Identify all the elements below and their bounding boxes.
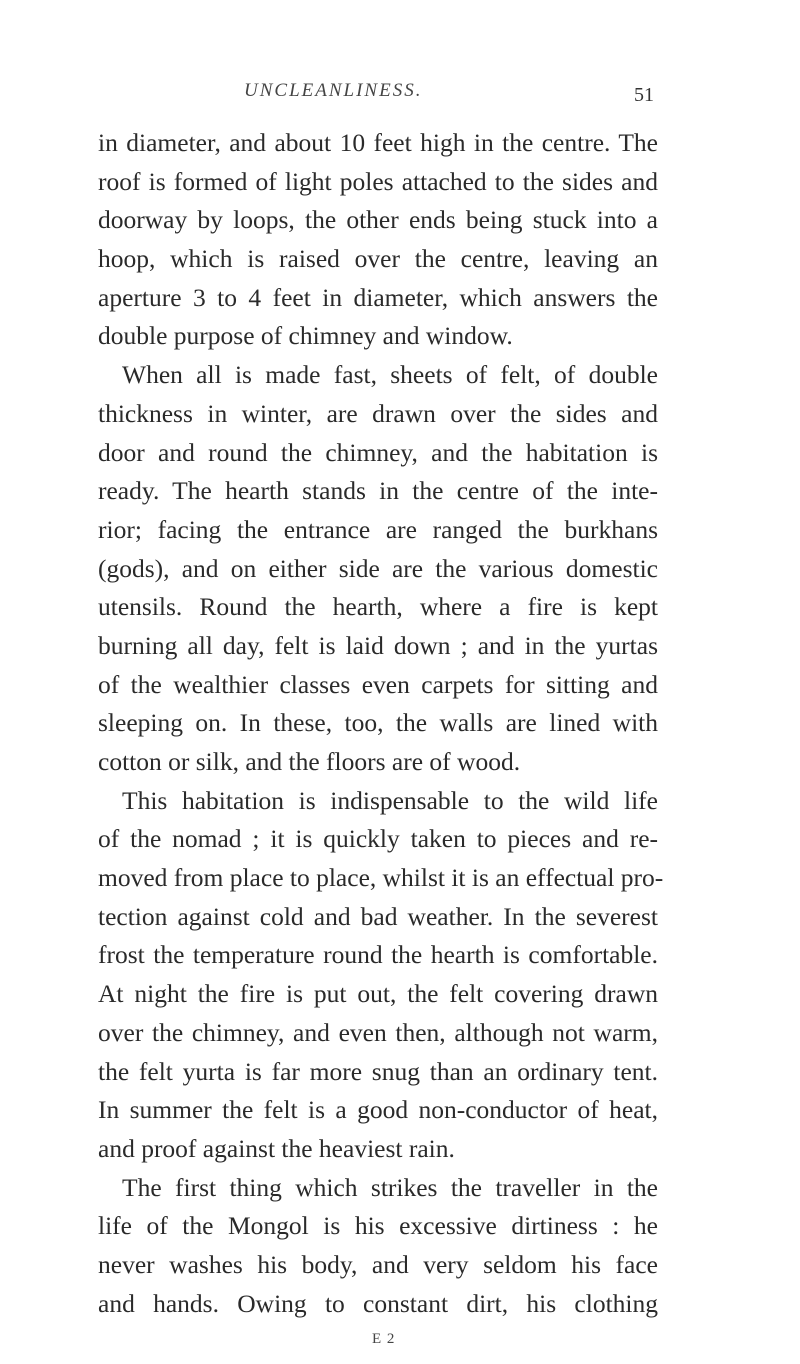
text-line: tection against cold and bad weather. In the severest	[98, 901, 658, 931]
text-line: life of the Mongol is his excessive dirtiness : he	[98, 1211, 658, 1241]
text-line: When all is made fast, sheets of felt, of double	[122, 360, 658, 390]
text-line: roof is formed of light poles attached to the sides and	[98, 166, 658, 196]
text-line: frost the temperature round the hearth is comfortable.	[98, 940, 658, 970]
body-text	[98, 124, 664, 1323]
text-line: hoop, which is raised over the centre, leaving an	[98, 244, 658, 274]
text-line: This habitation is indispensable to the wild life	[122, 785, 658, 815]
text-line: In summer the felt is a good non-conductor of heat,	[98, 1095, 658, 1125]
text-line: aperture 3 to 4 feet in diameter, which answers the	[98, 282, 658, 312]
text-line: moved from place to place, whilst it is an effectual pro-	[98, 863, 664, 893]
text-line: of the wealthier classes even carpets for sitting and	[98, 669, 658, 699]
text-line: double purpose of chimney and window.	[98, 321, 513, 351]
text-line: The first thing which strikes the traveller in the	[122, 1172, 658, 1202]
text-line: utensils. Round the hearth, where a fire is kept	[98, 592, 658, 622]
signature-mark: E 2	[372, 1331, 396, 1347]
text-line: rior; facing the entrance are ranged the burkhans	[98, 514, 658, 544]
text-line: At night the fire is put out, the felt covering drawn	[98, 979, 658, 1009]
text-line: burning all day, felt is laid down ; and in the yurtas	[98, 630, 658, 660]
text-line: and hands. Owing to constant dirt, his clothing	[98, 1288, 658, 1318]
running-head: UNCLEANLINESS.	[244, 80, 423, 101]
text-line: over the chimney, and even then, although not warm,	[98, 1017, 658, 1047]
text-line: cotton or silk, and the floors are of wood.	[98, 747, 521, 776]
text-line: sleeping on. In these, too, the walls are lined with	[98, 708, 658, 738]
text-line: the felt yurta is far more snug than an ordinary tent.	[98, 1056, 658, 1086]
text-line: thickness in winter, are drawn over the sides and	[98, 398, 658, 428]
text-line: never washes his body, and very seldom his face	[98, 1249, 658, 1279]
text-line: of the nomad ; it is quickly taken to pieces and re-	[98, 824, 658, 854]
text-line: in diameter, and about 10 feet high in the centre. The	[98, 128, 658, 157]
page-number: 51	[634, 84, 654, 106]
text-line: (gods), and on either side are the various domestic	[98, 553, 658, 583]
text-line: door and round the chimney, and the habitation is	[98, 437, 658, 467]
text-line: doorway by loops, the other ends being stuck into a	[98, 205, 658, 235]
text-line: and proof against the heaviest rain.	[98, 1133, 455, 1163]
text-line: ready. The hearth stands in the centre of the inte-	[98, 476, 658, 506]
